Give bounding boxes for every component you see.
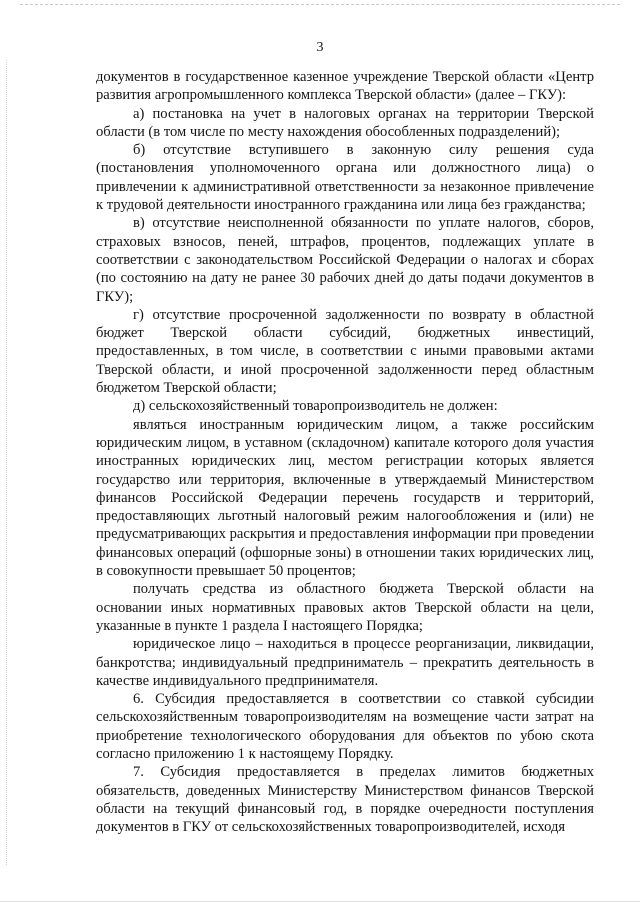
page-number: 3: [316, 40, 324, 55]
paragraph-item-d: д) сельскохозяйственный товаропроизводитель не должен:: [133, 398, 498, 415]
paragraph-subitem-foreign: являться иностранным юридическим лицом, а также российским юридическим лицом, в уставном (складочном) капитале которого доля участия иностранных юридических лиц, местом регистрации которых является государство или территория, включенные в утверждаемый Министерством финансов Российской Федерации перечень государств и территорий, предоставляющих льготный налоговый режим налогообложения и (или) не предусматривающих раскрытия и предоставления информации при проведении финансовых операций (офшорные зоны) в отношении таких юридических лиц, в совокупности превышает 50 процентов;: [96, 416, 594, 580]
paragraph-item-v: в) отсутствие неисполненной обязанности по уплате налогов, сборов, страховых взносов, пеней, штрафов, процентов, подлежащих уплате в соответствии с законодательством Российской Федерации о налогах и сборах (по состоянию на дату не ранее 30 рабочих дней до даты подачи документов в ГКУ);: [96, 215, 594, 305]
paragraph-subitem-reorganization: юридическое лицо – находиться в процессе реорганизации, ликвидации, банкротства; индивидуальный предприниматель – прекратить деятельность в качестве индивидуального предпринимателя.: [96, 636, 594, 689]
paragraph-item-g: г) отсутствие просроченной задолженности по возврату в областной бюджет Тверской области субсидий, бюджетных инвестиций, предоставленных, в том числе, в соответствии с иными правовыми актами Тверской области, и иной просроченной задолженности перед областным бюджетом Тверской области;: [96, 306, 594, 397]
document-body: [96, 68, 594, 836]
paragraph-item-a: а) постановка на учет в налоговых органах на территории Тверской области (в том числе по месту нахождения обособленных подразделений);: [96, 105, 594, 140]
scan-edge-bottom: [0, 901, 640, 902]
paragraph-item-b: б) отсутствие вступившего в законную силу решения суда (постановления уполномоченного органа или должностного лица) о привлечении к административной ответственности за незаконное привлечение к трудовой деятельности иностранного гражданина или лица без гражданства;: [96, 142, 594, 214]
paragraph-clause-6: 6. Субсидия предоставляется в соответствии со ставкой субсидии сельскохозяйственным товаропроизводителям на возмещение части затрат на приобретение технологического оборудования для объектов по убою скота согласно приложению 1 к настоящему Порядку.: [96, 691, 594, 762]
scan-edge-left: [6, 60, 7, 865]
paragraph-clause-7: 7. Субсидия предоставляется в пределах лимитов бюджетных обязательств, доведенных Министерству Министерством финансов Тверской области на текущий финансовый год, в порядке очередности поступления документов в ГКУ от сельскохозяйственных товаропроизводителей, исходя: [96, 764, 594, 836]
scan-edge-top: [20, 4, 620, 5]
paragraph-subitem-funds: получать средства из областного бюджета Тверской области на основании иных нормативных правовых актов Тверской области на цели, указанные в пункте 1 раздела I настоящего Порядка;: [96, 581, 594, 634]
paragraph-intro: документов в государственное казенное учреждение Тверской области «Центр развития агропромышленного комплекса Тверской области» (далее – ГКУ):: [96, 69, 594, 104]
